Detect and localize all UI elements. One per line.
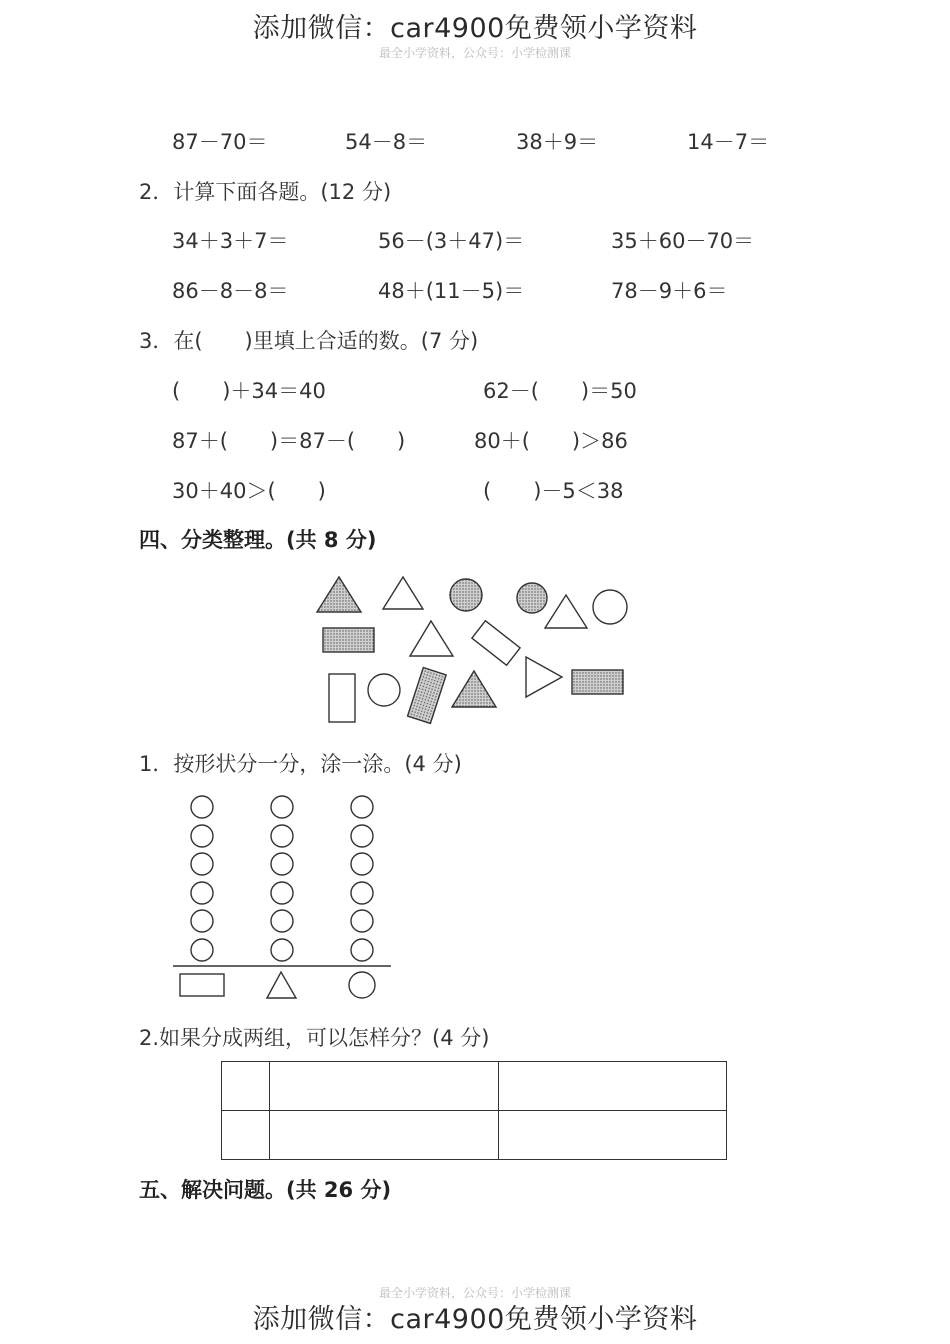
q3-fill-blank: 30＋40＞( ) xyxy=(172,479,326,503)
watermark-bottom-sub: 最全小学资料，公众号：小学检测课 xyxy=(378,1286,571,1300)
circle-cell xyxy=(351,796,373,818)
q2-equation: 56－(3＋47)＝ xyxy=(378,229,525,253)
q3-fill-blank: ( )＋34＝40 xyxy=(172,379,326,403)
q3-fill-blank: ( )－5＜38 xyxy=(483,479,624,503)
watermark-top-sub: 最全小学资料，公众号：小学检测课 xyxy=(378,46,571,60)
table-cell[interactable] xyxy=(499,1111,727,1160)
circle-cell xyxy=(351,853,373,875)
q3-fill-blank: 62－( )＝50 xyxy=(483,379,637,403)
q3-fill-blank: 87＋( )＝87－( ) xyxy=(172,429,406,453)
circle-label-shape xyxy=(349,972,375,998)
circle-cell xyxy=(191,825,213,847)
rectangle-label-shape xyxy=(180,974,224,996)
equation-87-70: 87－70＝ xyxy=(172,130,268,154)
equation-38-9: 38＋9＝ xyxy=(516,130,599,154)
q2-equation: 34＋3＋7＝ xyxy=(172,229,289,253)
section-4-heading: 四、分类整理。(共 8 分) xyxy=(139,528,377,552)
circle-cell xyxy=(191,882,213,904)
circle-cell xyxy=(351,939,373,961)
q2-equation: 35＋60－70＝ xyxy=(611,229,755,253)
circle-cell xyxy=(271,910,293,932)
table-cell[interactable] xyxy=(270,1111,499,1160)
circle-cell xyxy=(191,910,213,932)
table-cell[interactable] xyxy=(222,1062,270,1111)
table-cell[interactable] xyxy=(222,1111,270,1160)
circle-cell xyxy=(271,796,293,818)
table-row xyxy=(222,1111,727,1160)
circle-cell xyxy=(191,853,213,875)
circle-cell xyxy=(271,853,293,875)
table-cell[interactable] xyxy=(499,1062,727,1111)
q3-fill-blank: 80＋( )＞86 xyxy=(474,429,628,453)
q2-equation: 48＋(11－5)＝ xyxy=(378,279,525,303)
circle-cell xyxy=(351,825,373,847)
equation-14-7: 14－7＝ xyxy=(687,130,770,154)
circle-cell xyxy=(191,939,213,961)
watermark-bottom: 添加微信：car4900免费领小学资料 xyxy=(252,1304,698,1335)
circle-cell xyxy=(351,910,373,932)
section-4-question-1: 1．按形状分一分，涂一涂。(4 分) xyxy=(139,752,462,776)
watermark-top: 添加微信：car4900免费领小学资料 xyxy=(252,13,698,44)
equation-54-8: 54－8＝ xyxy=(345,130,428,154)
circle-cell xyxy=(191,796,213,818)
triangle-label-shape xyxy=(267,972,296,998)
circle-cell xyxy=(271,882,293,904)
section-5-heading: 五、解决问题。(共 26 分) xyxy=(139,1178,392,1202)
q2-equation: 86－8－8＝ xyxy=(172,279,289,303)
table-row xyxy=(222,1062,727,1111)
circle-cell xyxy=(351,882,373,904)
table-cell[interactable] xyxy=(270,1062,499,1111)
question-2-title: 2．计算下面各题。(12 分) xyxy=(139,180,392,204)
section-4-question-2: 2.如果分成两组，可以怎样分？(4 分) xyxy=(139,1026,490,1050)
circle-cell xyxy=(271,939,293,961)
q2-equation: 78－9＋6＝ xyxy=(611,279,728,303)
circle-cell xyxy=(271,825,293,847)
answer-table xyxy=(221,1061,727,1160)
question-3-title: 3．在( )里填上合适的数。(7 分) xyxy=(139,329,479,353)
